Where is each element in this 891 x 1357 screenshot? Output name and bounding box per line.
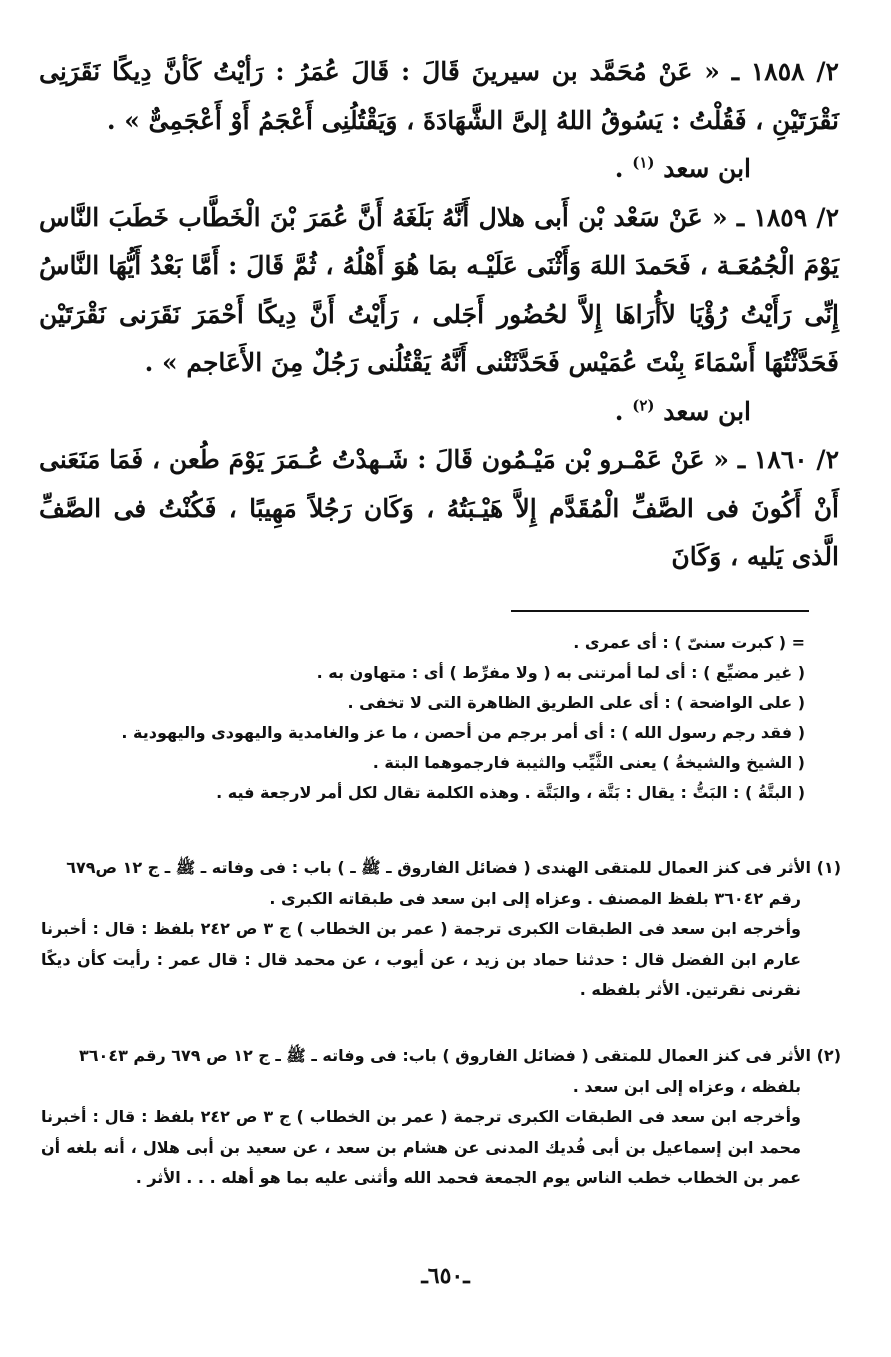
footnote-line: وأخرجه ابن سعد فى الطبقات الكبرى ترجمة ( عمر بن الخطاب ) ج ٣ ص ٢٤٢ بلفظ : قال : أخبرنا عارم ابن الفضل قال : حدثنا حماد بن زيد ، عن أيوب ، عن محمد قال : قال عمر : رأيت كأن ديكًا نقرنى نقرتين. الأثر بلفظه .: [41, 919, 802, 999]
glossary-notes: [45, 628, 805, 808]
footnote-2: [41, 1041, 841, 1194]
glossary-line: ( فقد رجم رسول الله ) : أى أمر برجم من أحصن ، ما عز والغامدية واليهودى واليهودية .: [121, 723, 805, 742]
main-text: [39, 48, 839, 582]
glossary-line: ( الشيخ والشيخةُ ) يعنى الثَّيِّب والثيبة فارجموهما البتة .: [372, 753, 805, 772]
hadith-source: ابن سعد $^{(١)}$ .: [614, 153, 751, 183]
footnote-1: [41, 853, 841, 1006]
footnote-line: وأخرجه ابن سعد فى الطبقات الكبرى ترجمة ( عمر بن الخطاب ) ج ٣ ص ٢٤٢ بلفظ : قال : أخبرنا محمد ابن إسماعيل بن أبى فُديك المدنى عن هشام بن سعد ، عن سعيد بن أبى هلال ، أنه بلغه أن عمر بن الخطاب خطب الناس يوم الجمعة فحمد الله وأثنى عليه بما هو أهله . . . الأثر .: [41, 1107, 802, 1187]
glossary-line: = ( كبرت سنىّ ) : أى عمرى .: [573, 633, 805, 652]
page-number: ـ٦٥٠ـ: [421, 1263, 470, 1289]
hadith-number: ٢/ ١٨٥٩ ـ: [736, 202, 839, 232]
hadith-1859: [39, 194, 839, 388]
hadith-number: ٢/ ١٨٥٨ ـ: [731, 57, 839, 86]
source-name: ابن سعد: [663, 154, 751, 183]
footnote-line: بلفظه ، وعزاه إلى ابن سعد .: [572, 1076, 801, 1096]
glossary-line: ( على الواضحة ) : أى على الطريق الظاهرة التى لا تخفى .: [347, 693, 805, 712]
hadith-source: ابن سعد $^{(٢)}$ .: [614, 396, 751, 426]
source-name: ابن سعد: [663, 396, 751, 426]
footnote-line: (٢) الأثر فى كنز العمال للمتقى ( فضائل الفاروق ) باب: فى وفاته ـ ﷺ ـ ج ١٢ ص ٦٧٩ رقم ٣٦٠٤٣: [79, 1046, 841, 1065]
hadith-number: ٢/ ١٨٦٠ ـ: [737, 445, 839, 474]
footnote-divider: [511, 610, 809, 612]
glossary-line: ( غير مضيِّع ) : أى لما أمرتنى به ( ولا مفرِّط ) أى : متهاون به .: [316, 663, 805, 682]
hadith-text: « عَنْ مُحَمَّد بن سيرينَ قَالَ : قَالَ عُمَرُ : رَأيْتُ كَأنَّ دِيكًا نَقَرَنِى نَقْرَتَيْنِ ، فَقُلْتُ : يَسُوقُ اللهُ إلىَّ الشَّهَادَةَ ، وَيَقْتُلُنِى أَعْجَمُ أَوْ أَعْجَمِىٌّ » .: [39, 57, 839, 135]
glossary-line: ( البتَّةُ ) : البَتُّ : يقال : بَتَّة ، والبَتَّة . وهذه الكلمة تقال لكل أمر لارجعة فيه .: [216, 783, 805, 802]
footnote-ref[interactable]: (٢): [632, 396, 655, 415]
footnote-ref[interactable]: (١): [632, 153, 655, 172]
footnote-line: (١) الأثر فى كنز العمال للمتقى الهندى ( فضائل الفاروق ـ ﷺ ـ ) باب : فى وفاته ـ ﷺ ـ ج ١٢ ص٦٧٩: [66, 858, 841, 877]
hadith-1860: [39, 436, 839, 582]
footnote-line: رقم ٣٦٠٤٢ بلفظ المصنف . وعزاه إلى ابن سعد فى طبقاته الكبرى .: [269, 888, 801, 908]
hadith-text: « عَنْ عَمْـرو بْن مَيْـمُون قَالَ : شَـهدْتُ عُـمَرَ يَوْمَ طُعن ، فَمَا مَنَعَنى أَنْ أَكُونَ فى الصَّفِّ الْمُقَدَّم إِلاَّ هَيْـبَتُهُ ، وَكَان رَجُلاً مَهِيبًا ، فَكُنْتُ فى الصَّفِّ الَّذى يَليه ، وَكَانَ: [39, 445, 839, 571]
hadith-1858: [39, 48, 839, 145]
hadith-text: « عَنْ سَعْد بْن أَبى هلال أَنَّهُ بَلَغَهُ أَنَّ عُمَرَ بْنَ الْخَطَّاب خَطَبَ النَّاس يَوْمَ الْجُمُعَـة ، فَحَمدَ اللهَ وَأَثْنَى عَلَيْـه بمَا هُوَ أَهْلُهُ ، ثُمَّ قَالَ : أَمَّا بَعْدُ أَيُّهَا النَّاسُ إِنِّى رَأَيْتُ رُؤْيَا لاَأُرَاهَا إِلاَّ لحُضُور أَجَلى ، رَأَيْتُ أَنَّ دِيكًا أَحْمَرَ نَقَرَنى نَقْرَتَيْن فَحَدَّثْتُهَا أَسْمَاءَ بِنْتَ عُمَيْس فَحَدَّثَتْنى أَنَّهُ يَقْتُلُنى رَجُلٌ مِنَ الأَعَاجم » .: [39, 202, 839, 377]
